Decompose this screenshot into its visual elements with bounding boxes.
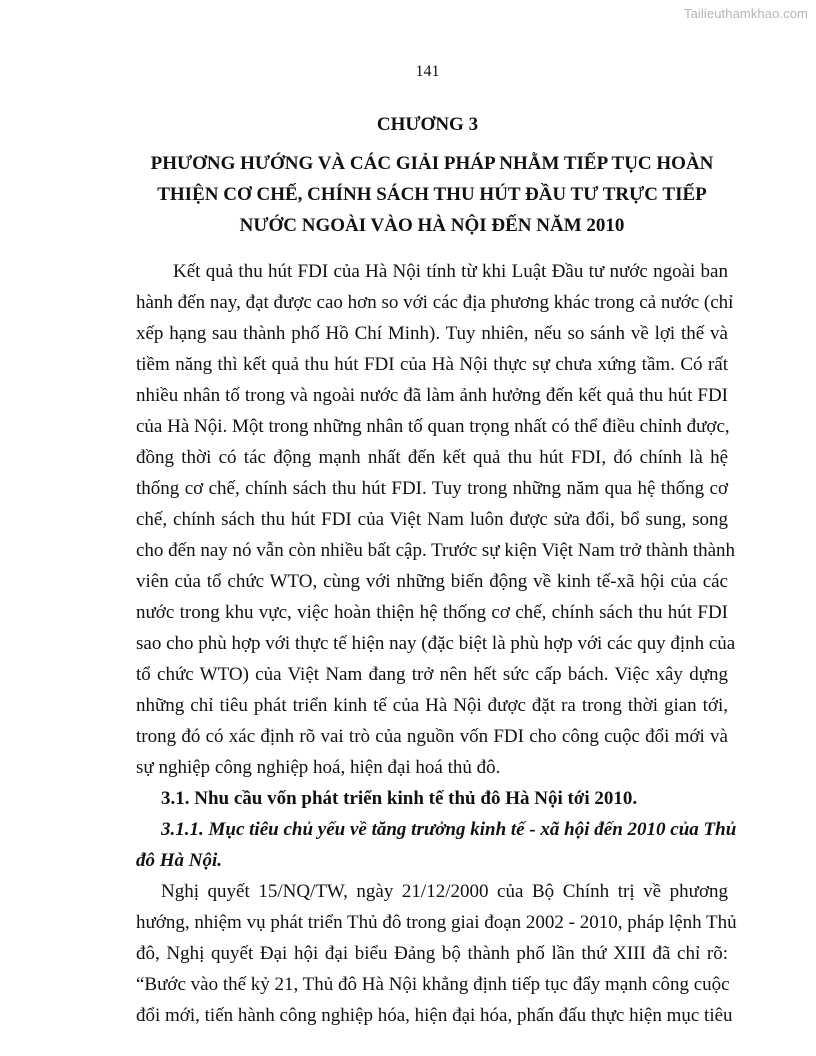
text-line: Kết quả thu hút FDI của Hà Nội tính từ khi Luật Đầu tư nước ngoài ban bbox=[173, 261, 728, 282]
document-body bbox=[136, 256, 737, 1031]
chapter-title-line: PHƯƠNG HƯỚNG VÀ CÁC GIẢI PHÁP NHẰM TIẾP TỤC HOÀN bbox=[150, 153, 714, 174]
text-line: tiềm năng thì kết quả thu hút FDI của Hà Nội thực sự chưa xứng tầm. Có rất bbox=[136, 354, 728, 375]
text-line: viên của tổ chức WTO, cùng với những biến động về kinh tế-xã hội của các bbox=[136, 571, 728, 592]
watermark: Tailieuthamkhao.com bbox=[683, 6, 808, 21]
subsection-heading-line: đô Hà Nội. bbox=[136, 850, 223, 871]
text-line: đồng thời có tác động mạnh nhất đến kết quả thu hút FDI, đó chính là hệ bbox=[136, 447, 728, 468]
text-line: hướng, nhiệm vụ phát triển Thủ đô trong giai đoạn 2002 - 2010, pháp lệnh Thủ bbox=[136, 912, 737, 933]
text-line: đô, Nghị quyết Đại hội đại biểu Đảng bộ thành phố lần thứ XIII đã chỉ rõ: bbox=[136, 943, 728, 964]
chapter-title bbox=[136, 148, 728, 241]
text-line: nhiều nhân tố trong và ngoài nước đã làm ảnh hưởng đến kết quả thu hút FDI bbox=[136, 385, 728, 406]
paragraph-intro bbox=[136, 256, 736, 783]
paragraph-resolution bbox=[136, 876, 737, 1031]
text-line: xếp hạng sau thành phố Hồ Chí Minh). Tuy nhiên, nếu so sánh về lợi thế và bbox=[136, 323, 728, 344]
text-line: hành đến nay, đạt được cao hơn so với các địa phương khác trong cả nước (chỉ bbox=[136, 292, 734, 313]
chapter-label: CHƯƠNG 3 bbox=[376, 114, 479, 135]
text-line: thống cơ chế, chính sách thu hút FDI. Tuy trong những năm qua hệ thống cơ bbox=[136, 478, 728, 499]
text-line: nước trong khu vực, việc hoàn thiện hệ thống cơ chế, chính sách thu hút FDI bbox=[136, 602, 728, 623]
text-line: “Bước vào thế kỷ 21, Thủ đô Hà Nội khẳng định tiếp tục đẩy mạnh công cuộc bbox=[136, 974, 730, 995]
section-heading-3-1: 3.1. Nhu cầu vốn phát triển kinh tế thủ đô Hà Nội tới 2010. bbox=[161, 788, 638, 809]
subsection-heading-line: 3.1.1. Mục tiêu chủ yếu về tăng trưởng kinh tế - xã hội đến 2010 của Thủ bbox=[161, 819, 737, 840]
page-number: 141 bbox=[415, 63, 440, 80]
text-line: sao cho phù hợp với thực tế hiện nay (đặc biệt là phù hợp với các quy định của bbox=[136, 633, 736, 654]
text-line: Nghị quyết 15/NQ/TW, ngày 21/12/2000 của Bộ Chính trị về phương bbox=[161, 881, 728, 902]
chapter-title-line: THIỆN CƠ CHẾ, CHÍNH SÁCH THU HÚT ĐẦU TƯ TRỰC TIẾP bbox=[157, 184, 707, 205]
text-line: tổ chức WTO) của Việt Nam đang trở nên hết sức cấp bách. Việc xây dựng bbox=[136, 664, 728, 685]
text-line: đổi mới, tiến hành công nghiệp hóa, hiện đại hóa, phấn đấu thực hiện mục tiêu bbox=[136, 1005, 733, 1026]
chapter-title-line: NƯỚC NGOÀI VÀO HÀ NỘI ĐẾN NĂM 2010 bbox=[239, 215, 625, 236]
text-line: cho đến nay nó vẫn còn nhiều bất cập. Trước sự kiện Việt Nam trở thành thành bbox=[136, 540, 736, 561]
text-line: sự nghiệp công nghiệp hoá, hiện đại hoá thủ đô. bbox=[136, 757, 501, 778]
text-line: của Hà Nội. Một trong những nhân tố quan trọng nhất có thể điều chỉnh được, bbox=[136, 416, 730, 437]
text-line: chế, chính sách thu hút FDI của Việt Nam luôn được sửa đổi, bổ sung, song bbox=[136, 509, 728, 530]
subsection-heading-3-1-1 bbox=[136, 814, 737, 876]
text-line: những chỉ tiêu phát triển kinh tế của Hà Nội được đặt ra trong thời gian tới, bbox=[136, 695, 728, 716]
text-line: trong đó có xác định rõ vai trò của nguồn vốn FDI cho công cuộc đổi mới và bbox=[136, 726, 728, 747]
